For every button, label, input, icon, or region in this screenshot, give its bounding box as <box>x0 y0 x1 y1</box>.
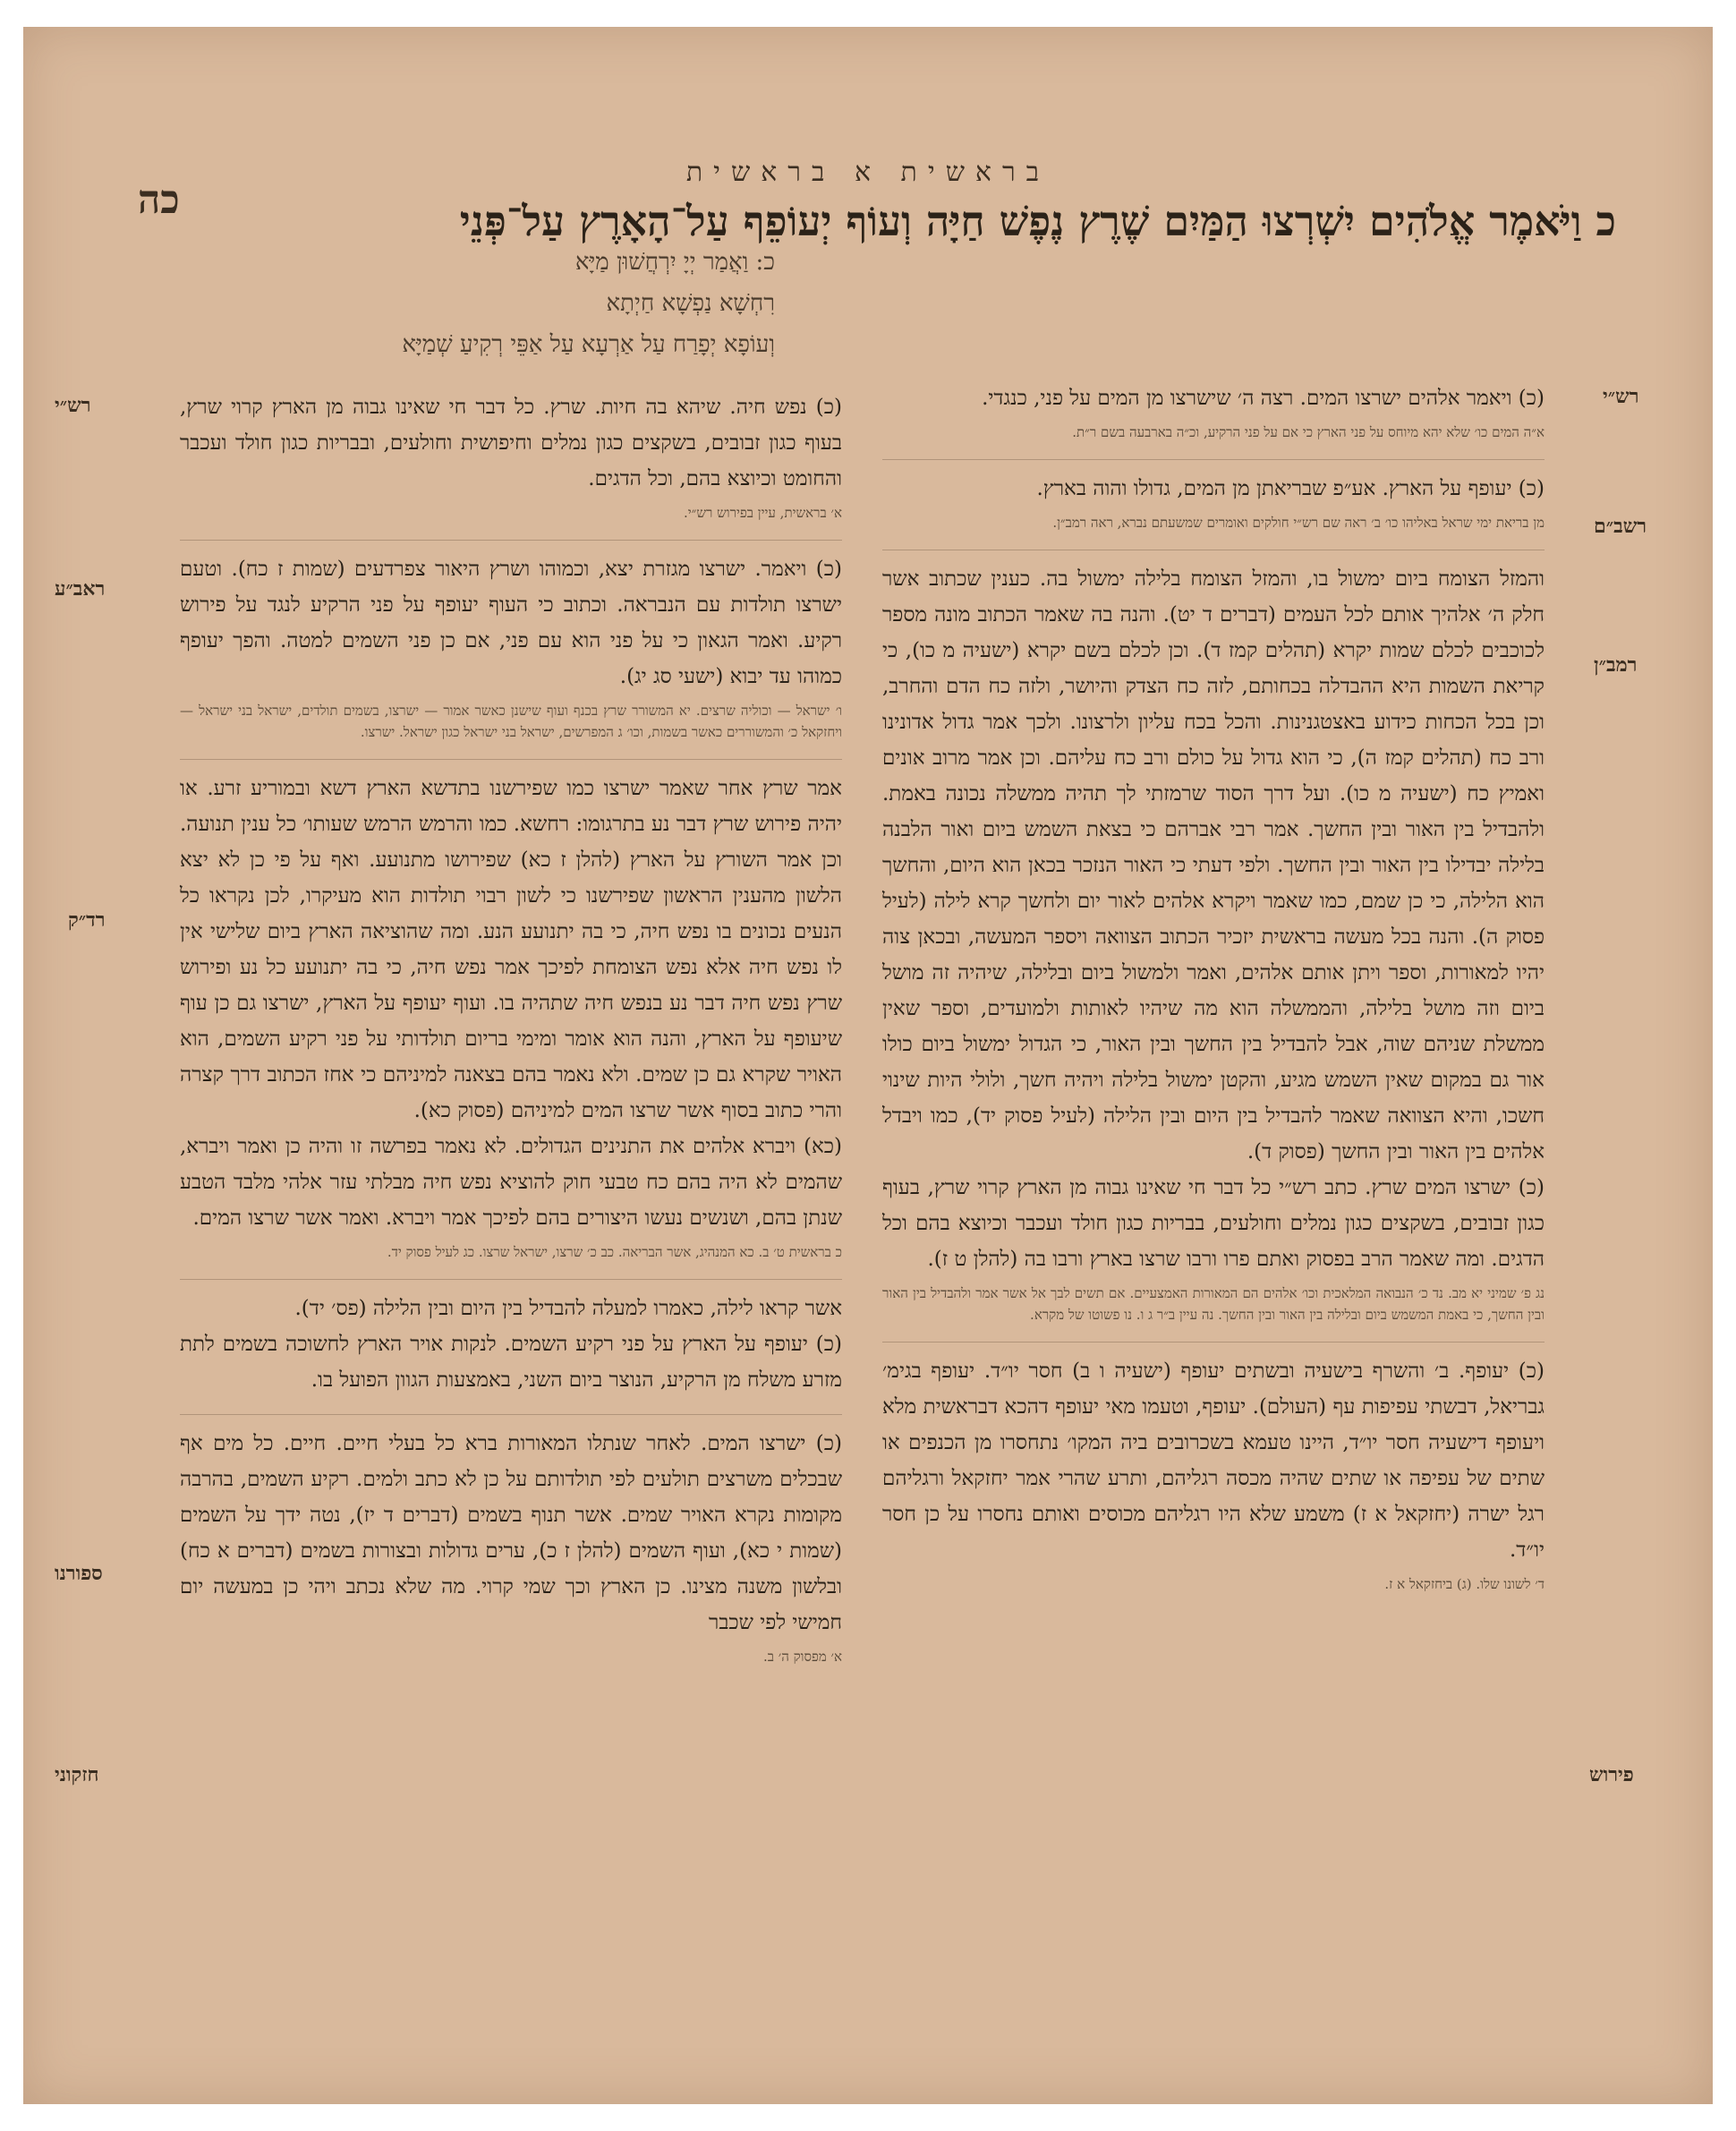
label-seforno: ספורנו <box>55 1562 103 1585</box>
label-rashi-right: רש״י <box>1603 385 1639 408</box>
rashi-left-footnote: א׳ בראשית, עיין בפירוש רש״י. <box>683 505 842 521</box>
targum-line: רִחְשָׁא נַפְשָׁא חַיְתָא <box>606 290 775 317</box>
rashbam-footnote: מן בריאת ימי שראל באליהו כו׳ ב׳ ראה שם רש״י חולקים ואומרים שמשעתם נברא, ראה רמב״ן. <box>1052 515 1545 531</box>
radak-footnote: כ בראשית ט׳ ב. כא המנהיג, אשר הבריאה. כב כ׳ שרצו, ישראל שרצו. כג לעיל פסוק יד. <box>387 1244 842 1260</box>
rashi-text: (כ) ויאמר אלהים ישרצו המים. רצה ה׳ שישרצו מן המים על פני, כנגדי. <box>982 387 1545 410</box>
label-rashbam: רשב״ם <box>1594 515 1647 538</box>
chizkuni-text: (כ) ישרצו המים. לאחר שנתלו המאורות ברא כל בעלי חיים. חיים. כל מים אף שבכלים משרצים תולעים לפי תולדותם על כן לא כתב ולמים. רקיע השמים, בהרבה מקומות נקרא האויר שמים. אשר תנוף בשמים (דברים ד יז), נטה ידך על השמים (שמות י כא), ועוף השמים (להלן ז כ), ערים גדולות ובצורות בשמים (דברים א כח) ובלשון משנה מצינו. כן הארץ וכך שמי קרוי. מה שלא נכתב ויהי כן במעשה יום חמישי לפי שכבר <box>180 1432 843 1634</box>
radak-text-b: (כא) ויברא אלהים את התנינים הגדולים. לא נאמר בפרשה זו והיה כן ואמר ויברא, שהמים לא היה בהם כח טבעי חוק להוציא נפש חיה מבלתי עזר אלהי מלבד הטבע שנתן בהם, ושנשים נעשו היצורים בהם לפיכך אמר ויברא. ואמר אשר שרצו המים. <box>180 1135 842 1230</box>
label-rashi-left: רש״י <box>55 394 91 417</box>
rashi-footnote: א״ה המים כו׳ שלא יהא מיוחס על פני הארץ כי אם על פני הרקיע, וכ״ה בארבעה בשם ר״ת. <box>1072 424 1545 440</box>
chizkuni-footnote: א׳ מפסוק ה׳ ב. <box>762 1649 842 1665</box>
label-ramban: רמב״ן <box>1594 653 1638 677</box>
perush-footnote: ד׳ לשונו שלו. (ג) ביחזקאל א ז. <box>1384 1576 1545 1592</box>
label-chizkuni: חזקוני <box>55 1763 99 1786</box>
targum-block <box>149 242 775 365</box>
right-column <box>882 380 1545 1611</box>
divider <box>180 1414 842 1415</box>
divider <box>180 759 842 760</box>
label-perush: פירוש <box>1589 1763 1634 1786</box>
commentary-chizkuni <box>180 1426 842 1667</box>
commentary-ramban <box>882 561 1545 1325</box>
perush-text: (כ) יעופף. ב׳ והשרף בישעיה ובשתים יעופף (ישעיה ו ב) חסר יו״ד. יעופף בגימ׳ גבריאל, דבשתי עפיפות עף (העולם). יעופף, וטעמו מאי יעופף דהכא דבראשית מלא ויעופף דישעיה חסר יו״ד, היינו טעמא בשכרובים ביה המקו׳ נתחסרו מן הכנפים או שתים של עפיפה או שתים שהיה מכסה רגליהם, ותרע שהרי אמר יחזקאל ורגליהם רגל ישרה (יחזקאל א ז) משמע שלא היו רגליהם מכוסים ואותם נחסרו על כן חסר יו״ד. <box>882 1360 1545 1562</box>
seforno-text-b: (כ) יעופף על הארץ על פני רקיע השמים. לנקות אויר הארץ לחשוכה בשמים לתת מזרע משלח מן הרקיע, הנוצר ביום השני, באמצעות הגוון הפועל בו. <box>180 1333 842 1392</box>
ibn-ezra-footnote: ו׳ ישראל — וכוליה שרצים. יא המשורר שרץ בכנף ועוף שישנן כאשר אמור — ישרצו, בשמים תולדים, ישראל בני ישראל — ויחזקאל כ׳ והמשוררים כאשר בשמות, וכו׳ ג המפרשים, ישראל בני ישראל כגון ישראל. ישרצו. <box>180 703 842 740</box>
commentary-perush <box>882 1353 1545 1595</box>
rashbam-text: (כ) יעופף על הארץ. אע״פ שבריאתן מן המים, גדולו והוה בארץ. <box>1036 477 1545 500</box>
ramban-footnote: נג פ׳ שמיני יא מב. נד כ׳ הנבואה המלאכית וכו׳ אלהים הם המאורות האמצעיים. אם תשים לבך אל אשר אמר ולהבדיל בין האור ובין החשך, כי באמת המשמש ביום ובלילה בין האור ובין החשך. נה עיין ב״ר ג ו. נו פשוטו של מקרא. <box>882 1285 1545 1323</box>
ibn-ezra-text: (כ) ויאמר. ישרצו מגזרת יצא, וכמוהו ושרץ היאור צפרדעים (שמות ז כח). וטעם ישרצו תולדות עם הנבראה. וכתוב כי העוף יעופף על פני הרקיע לנגד על פירוש רקיע. ואמר הגאון כי על פני הוא עם פני, אם כן פני השמים למטה. והפך יעופף כמוהו עד יבוא (ישעי סג יג). <box>180 558 842 688</box>
page-number: כה <box>138 177 180 223</box>
divider <box>180 1279 842 1280</box>
left-column <box>180 389 842 1683</box>
targum-line: וְעוֹפָא יְפָרַח עַל אַרְעָא עַל אַפֵּי רְקִיעַ שְׁמַיָּא <box>402 331 775 358</box>
label-ibn-ezra: ראב״ע <box>55 577 106 601</box>
label-radak: רד״ק <box>68 908 106 932</box>
ramban-text: והמזל הצומח ביום ימשול בו, והמזל הצומח בלילה ימשול בה. כענין שכתוב אשר חלק ה׳ אלהיך אותם לכל העמים (דברים ד יט). והנה בה שאמר הכתוב מונה מספר לכוכבים לכלם שמות יקרא (תהלים קמז ד). וכן לכלם בשם יקרא (ישעיה מ כו), כי קריאת השמות היא ההבדלה בכחותם, לזה כח הצדק והיושר, ולזה כח הדם והחרב, וכן בכל הכחות כידוע באצטגנינות. והכל בכח עליון ולרצונו. ולכך אמר גדול אדונינו ורב כח (תהלים קמז ה), כי הוא גדול על כולם ורב כח עליהם. וכן אמר מרוב אונים ואמיץ כח (ישעיה מ כו). ועל דרך הסוד שרמזתי לך תהיה ממשלה נכונה באמת. ולהבדיל בין האור ובין החשך. אמר רבי אברהם כי בצאת השמש ביום ואור הלבנה בלילה יבדילו בין האור ובין החשך. ולפי דעתי כי האור הנזכר בכאן הוא היום, והחשך הוא הלילה, כי כן שמם, כמו שאמר ויקרא אלהים לאור יום ולחשך קרא לילה (לעיל פסוק ה). והנה בכל מעשה בראשית יזכיר הכתוב הצוואה ויספר המעשה, ובכאן צוה יהיו למאורות, וספר ויתן אותם אלהים, ואמר ולמשול ביום ובלילה, שיהיה זה מושל ביום וזה מושל בלילה, והממשלה הוא מה שיהיו לאותות ולמועדים, וספר שאין ממשלת שניהם שוה, אבל להבדיל בין החשך ובין האור, כי הגדול ימשול ביום כולו אור גם במקום שאין השמש מגיע, והקטן ימשול בלילה ויהיה חשך, ולולי היות שינוי חשכו, והיא הצוואה שאמר להבדיל בין היום ובין הלילה (לעיל פסוק יד), כמו ויבדל אלהים בין האור ובין החשך (פסוק ד). <box>882 567 1545 1164</box>
divider <box>882 459 1545 460</box>
running-title: בראשית א בראשית <box>685 157 1051 188</box>
commentary-rashi <box>882 380 1545 443</box>
verse-text: כ וַיֹּאמֶר אֱלֹהִים יִשְׁרְצוּ הַמַּיִם שֶׁרֶץ נֶפֶשׁ חַיָּה וְעוֹף יְעוֹפֵף עַל־הָאָרֶץ עַל־פְּנֵי <box>459 197 1616 245</box>
rashi-left-text: (כ) נפש חיה. שיהא בה חיות. שרץ. כל דבר חי שאינו גבוה מן הארץ קרוי שרץ, בעוף כגון זבובים, בשקצים כגון נמלים וחיפושית וחולעים, ובבריות כגון חולד ועכבר והחומט וכיוצא בהם, וכל הדגים. <box>180 396 842 490</box>
commentary-rashi-left <box>180 389 842 524</box>
targum-line: כ: וַאֲמַר יְיָ יִרְחֲשׁוּן מַיָּא <box>574 249 775 276</box>
commentary-rashbam <box>882 471 1545 533</box>
commentary-radak <box>180 771 842 1263</box>
radak-text: אמר שרץ אחר שאמר ישרצו כמו שפירשנו בתדשא הארץ דשא ובמוריע זרע. או יהיה פירוש שרץ דבר נע בתרגומו: רחשא. כמו והרמש הרמש שעותו׳ כל ענין תנועה. וכן אמר השורץ על הארץ (להלן ז כא) שפירושו מתנועע. ואף על פי כן לא יצא הלשון מהענין הראשון שפירשנו כי לשון רבוי תולדות הוא מעיקרו, לכן נקראו כל הנעים נכונים בו נפש חיה, כי בה יתנועע הנע. ומה שהוציאה הארץ ביום שלישי אין לו נפש חיה אלא נפש הצומחת לפיכך אמר נפש חיה, כי בה יתנועע כל נע ופירוש שרץ נפש חיה דבר נע בנפש חיה שתהיה בו. ועוף יעופף על הארץ, ישרצו גם כן עוף שיעופף על הארץ, והנה הוא אומר ומימי בריום תולדותי על פני רקיע השמים, הוא האויר שקרא גם כן שמים. ולא נאמר בהם בצאנה למיניהם כי אחז הכתוב דרך קצרה והרי כתוב בסוף אשר שרצו המים למיניהם (פסוק כא). <box>180 777 843 1122</box>
seforno-text: אשר קראו לילה, כאמרו למעלה להבדיל בין היום ובין הלילה (פס׳ יד). <box>294 1297 842 1320</box>
divider <box>180 540 842 541</box>
book-page <box>23 27 1713 2104</box>
divider <box>882 1342 1545 1343</box>
commentary-ibn-ezra <box>180 551 842 743</box>
ramban-text-b: (כ) ישרצו המים שרץ. כתב רש״י כל דבר חי שאינו גבוה מן הארץ קרוי שרץ, בעוף כגון זבובים, בשקצים כגון נמלים וחולעים, בבריות כגון חולד ועכבר וכיוצא בהם וכל הדגים. ומה שאמר הרב בפסוק ואתם פרו ורבו שרצו בארץ ורבו בה (להלן ט ז). <box>882 1176 1545 1271</box>
commentary-seforno <box>180 1291 842 1398</box>
